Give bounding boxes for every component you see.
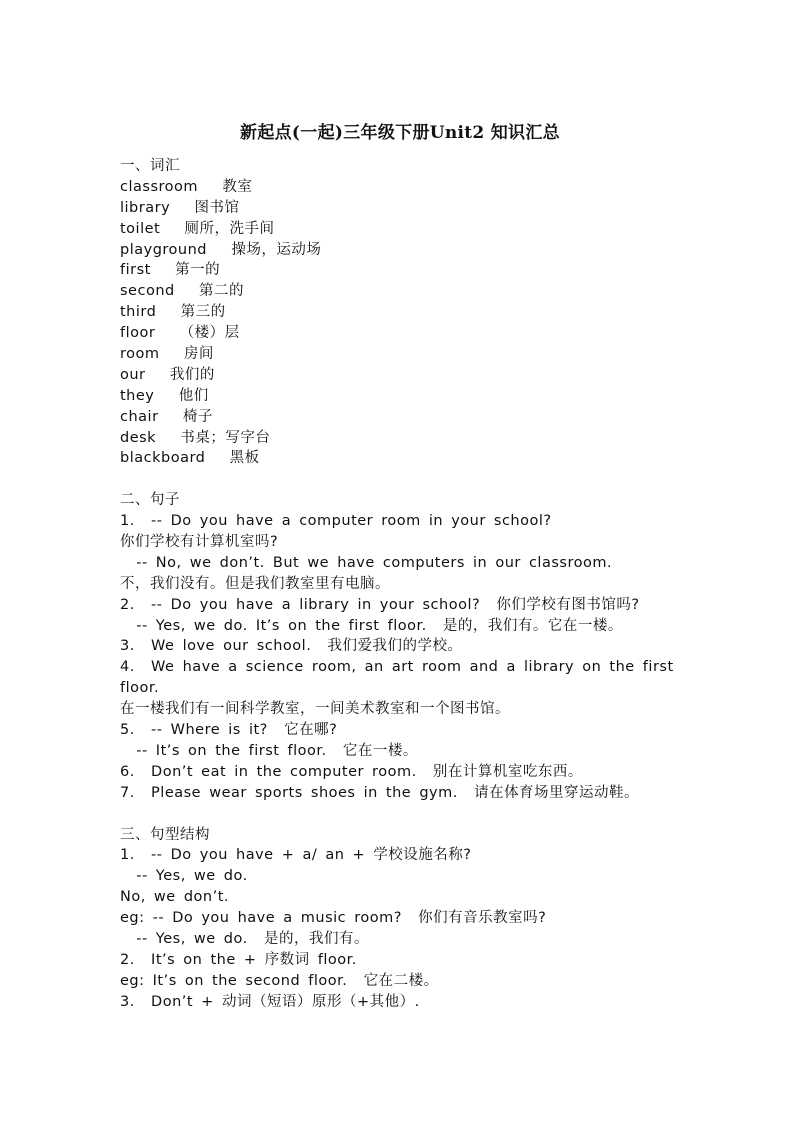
vocab-item: third 第三的 — [120, 304, 226, 321]
sentence-line: 5. -- Where is it? 它在哪? — [120, 722, 338, 739]
vocab-item: our 我们的 — [120, 366, 215, 383]
vocab-item: first 第一的 — [120, 262, 221, 279]
vocab-item: they 他们 — [120, 387, 209, 404]
vocab-item: desk 书桌；写字台 — [120, 429, 271, 446]
structure-line: 3. Don’t + 动词（短语）原形（+其他）. — [120, 993, 420, 1010]
vocab-item: floor （楼）层 — [120, 325, 240, 342]
structure-line: -- Yes, we do. 是的，我们有。 — [120, 930, 369, 947]
vocab-item: playground 操场，运动场 — [120, 241, 322, 258]
structure-line: eg: -- Do you have a music room? 你们有音乐教室吗? — [120, 910, 547, 927]
sentence-line: -- It’s on the first floor. 它在一楼。 — [120, 742, 418, 759]
section-spacer — [120, 804, 680, 825]
sentence-line: 在一楼我们有一间科学教室，一间美术教室和一个图书馆。 — [120, 701, 510, 718]
vocab-item: library 图书馆 — [120, 199, 240, 216]
structures-heading: 三、句型结构 — [120, 826, 210, 843]
structure-line: No, we don’t. — [120, 889, 229, 906]
sentence-line: 4. We have a science room, an art room and a library on the first — [120, 659, 674, 676]
vocab-item: room 房间 — [120, 346, 214, 363]
vocab-item: second 第二的 — [120, 283, 245, 300]
sentence-line: 1. -- Do you have a computer room in your school? — [120, 513, 552, 530]
sentences-heading: 二、句子 — [120, 492, 180, 509]
sentence-line: 2. -- Do you have a library in your school? 你们学校有图书馆吗? — [120, 596, 640, 613]
sentence-line: -- No, we don’t. But we have computers in our classroom. — [120, 554, 613, 571]
structure-line: 2. It’s on the + 序数词 floor. — [120, 951, 357, 968]
section-spacer — [120, 469, 680, 490]
vocab-item: blackboard 黑板 — [120, 450, 260, 467]
structure-line: 1. -- Do you have + a/ an + 学校设施名称? — [120, 847, 472, 864]
sentence-line: 你们学校有计算机室吗? — [120, 534, 279, 551]
sentence-line: 3. We love our school. 我们爱我们的学校。 — [120, 638, 463, 655]
vocab-item: chair 椅子 — [120, 408, 213, 425]
vocab-item: toilet 厕所，洗手间 — [120, 220, 275, 237]
structure-line: -- Yes, we do. — [120, 868, 248, 885]
sentence-line: -- Yes, we do. It’s on the first floor. 是的，我们有。它在一楼。 — [120, 617, 623, 634]
sentence-line: 不，我们没有。但是我们教室里有电脑。 — [120, 575, 390, 592]
document-title: 新起点(一起)三年级下册Unit2 知识汇总 — [240, 123, 560, 143]
structure-line: eg: It’s on the second floor. 它在二楼。 — [120, 972, 439, 989]
vocab-heading: 一、词汇 — [120, 158, 180, 174]
vocab-item: classroom 教室 — [120, 178, 253, 195]
sentence-line: 6. Don’t eat in the computer room. 别在计算机室吃东西。 — [120, 763, 583, 780]
document-body — [120, 156, 680, 1013]
sentence-line: floor. — [120, 680, 160, 697]
sentence-line: 7. Please wear sports shoes in the gym. 请在体育场里穿运动鞋。 — [120, 784, 640, 801]
